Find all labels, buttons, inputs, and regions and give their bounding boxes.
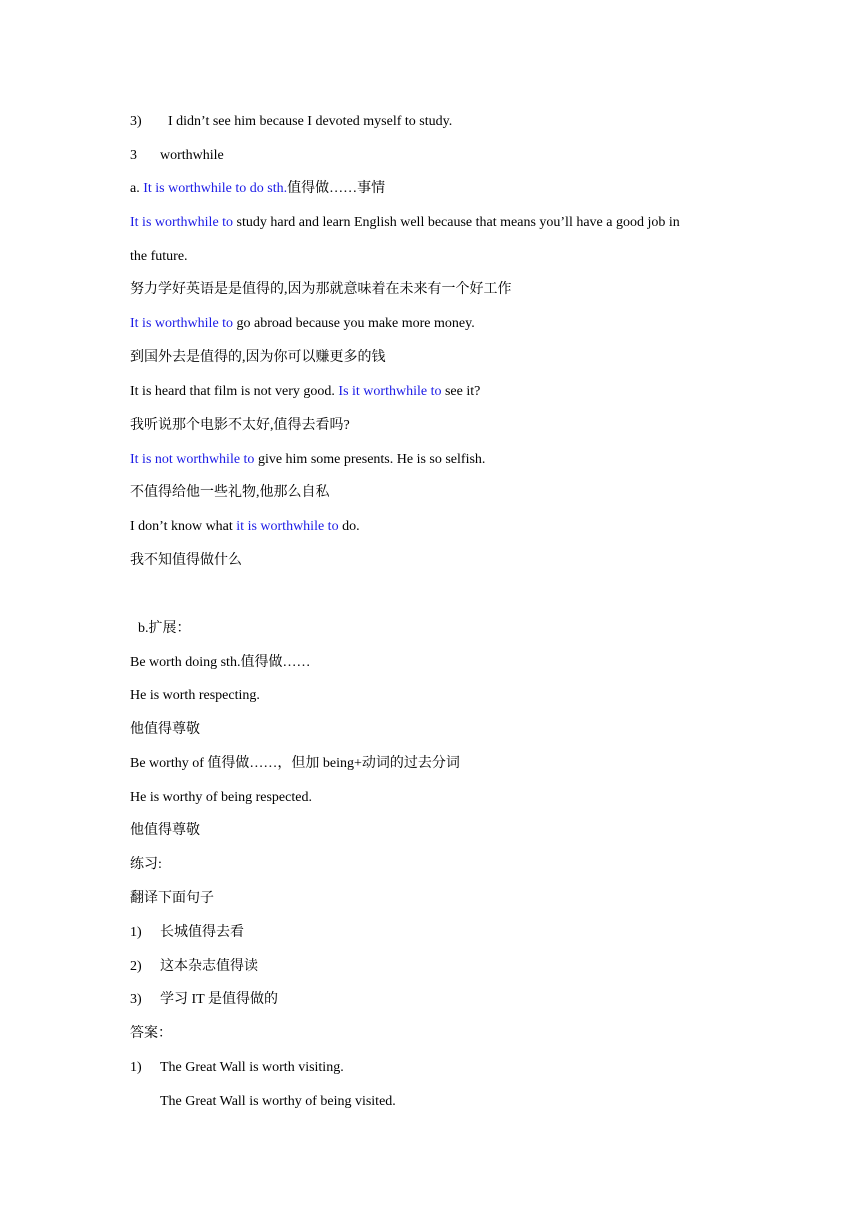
highlight-phrase: It is not worthwhile to <box>130 452 255 467</box>
list-number: 3) <box>130 992 142 1007</box>
highlight-phrase: Is it worthwhile to <box>338 384 442 399</box>
sentence-rest: go abroad because you make more money. <box>233 316 475 331</box>
exercise-heading: 练习: <box>130 857 162 872</box>
translation: 努力学好英语是是值得的,因为那就意味着在未来有一个好工作 <box>130 282 512 297</box>
list-item <box>130 957 258 977</box>
exercise-instruction: 翻译下面句子 <box>130 891 214 906</box>
list-number: 3) <box>130 114 142 129</box>
translation: 我听说那个电影不太好,值得去看吗? <box>130 418 350 433</box>
rule-line <box>130 179 385 199</box>
sub-label: a. <box>130 181 144 196</box>
example-sentence <box>130 213 680 233</box>
sentence-rest: give him some presents. He is so selfish. <box>254 452 486 467</box>
translation: 我不知值得做什么 <box>130 553 242 568</box>
sentence-start: I don’t know what <box>130 519 237 534</box>
sentence-start: It is heard that film is not very good. <box>130 384 339 399</box>
translation: 他值得尊敬 <box>130 722 200 737</box>
example-sentence <box>130 450 485 470</box>
example-sentence <box>130 314 475 334</box>
section-title: worthwhile <box>160 148 224 163</box>
example-sentence-continued: the future. <box>130 249 188 264</box>
answer-text: The Great Wall is worthy of being visited. <box>160 1094 396 1109</box>
subsection-heading: b.扩展： <box>138 621 191 636</box>
sentence-rest: see it? <box>441 384 481 399</box>
rule-line: Be worth doing sth.值得做…… <box>130 655 311 670</box>
list-number: 1) <box>130 1060 142 1075</box>
answer-heading: 答案： <box>130 1026 172 1041</box>
translation: 到国外去是值得的,因为你可以赚更多的钱 <box>130 350 386 365</box>
list-item <box>130 990 278 1010</box>
answer-text: The Great Wall is worth visiting. <box>160 1060 344 1075</box>
list-number: 2) <box>130 959 142 974</box>
list-item <box>130 112 452 132</box>
sentence-rest: study hard and learn English well because that means you’ll have a good job in <box>233 215 680 230</box>
highlight-phrase: It is worthwhile to <box>130 215 234 230</box>
list-item <box>130 923 244 943</box>
sentence: I didn’t see him because I devoted myself to study. <box>168 114 453 129</box>
section-heading <box>130 146 224 166</box>
list-item <box>130 1058 344 1078</box>
example-sentence <box>130 382 480 402</box>
sentence-rest: do. <box>338 519 360 534</box>
exercise-item: 长城值得去看 <box>160 925 244 940</box>
example-sentence: He is worth respecting. <box>130 688 260 703</box>
example-sentence <box>130 517 360 537</box>
example-sentence: He is worthy of being respected. <box>130 790 312 805</box>
list-number: 1) <box>130 925 142 940</box>
meaning: 值得做……事情 <box>287 181 386 196</box>
translation: 不值得给他一些礼物,他那么自私 <box>130 485 330 500</box>
translation: 他值得尊敬 <box>130 823 200 838</box>
rule-line: Be worthy of 值得做……，但加 being+动词的过去分词 <box>130 756 460 771</box>
exercise-item: 学习 IT 是值得做的 <box>160 992 278 1007</box>
highlight-phrase: it is worthwhile to <box>236 519 339 534</box>
highlight-phrase: It is worthwhile to <box>130 316 234 331</box>
section-number: 3 <box>130 148 137 163</box>
highlight-phrase: It is worthwhile to do sth. <box>143 181 288 196</box>
exercise-item: 这本杂志值得读 <box>160 959 258 974</box>
